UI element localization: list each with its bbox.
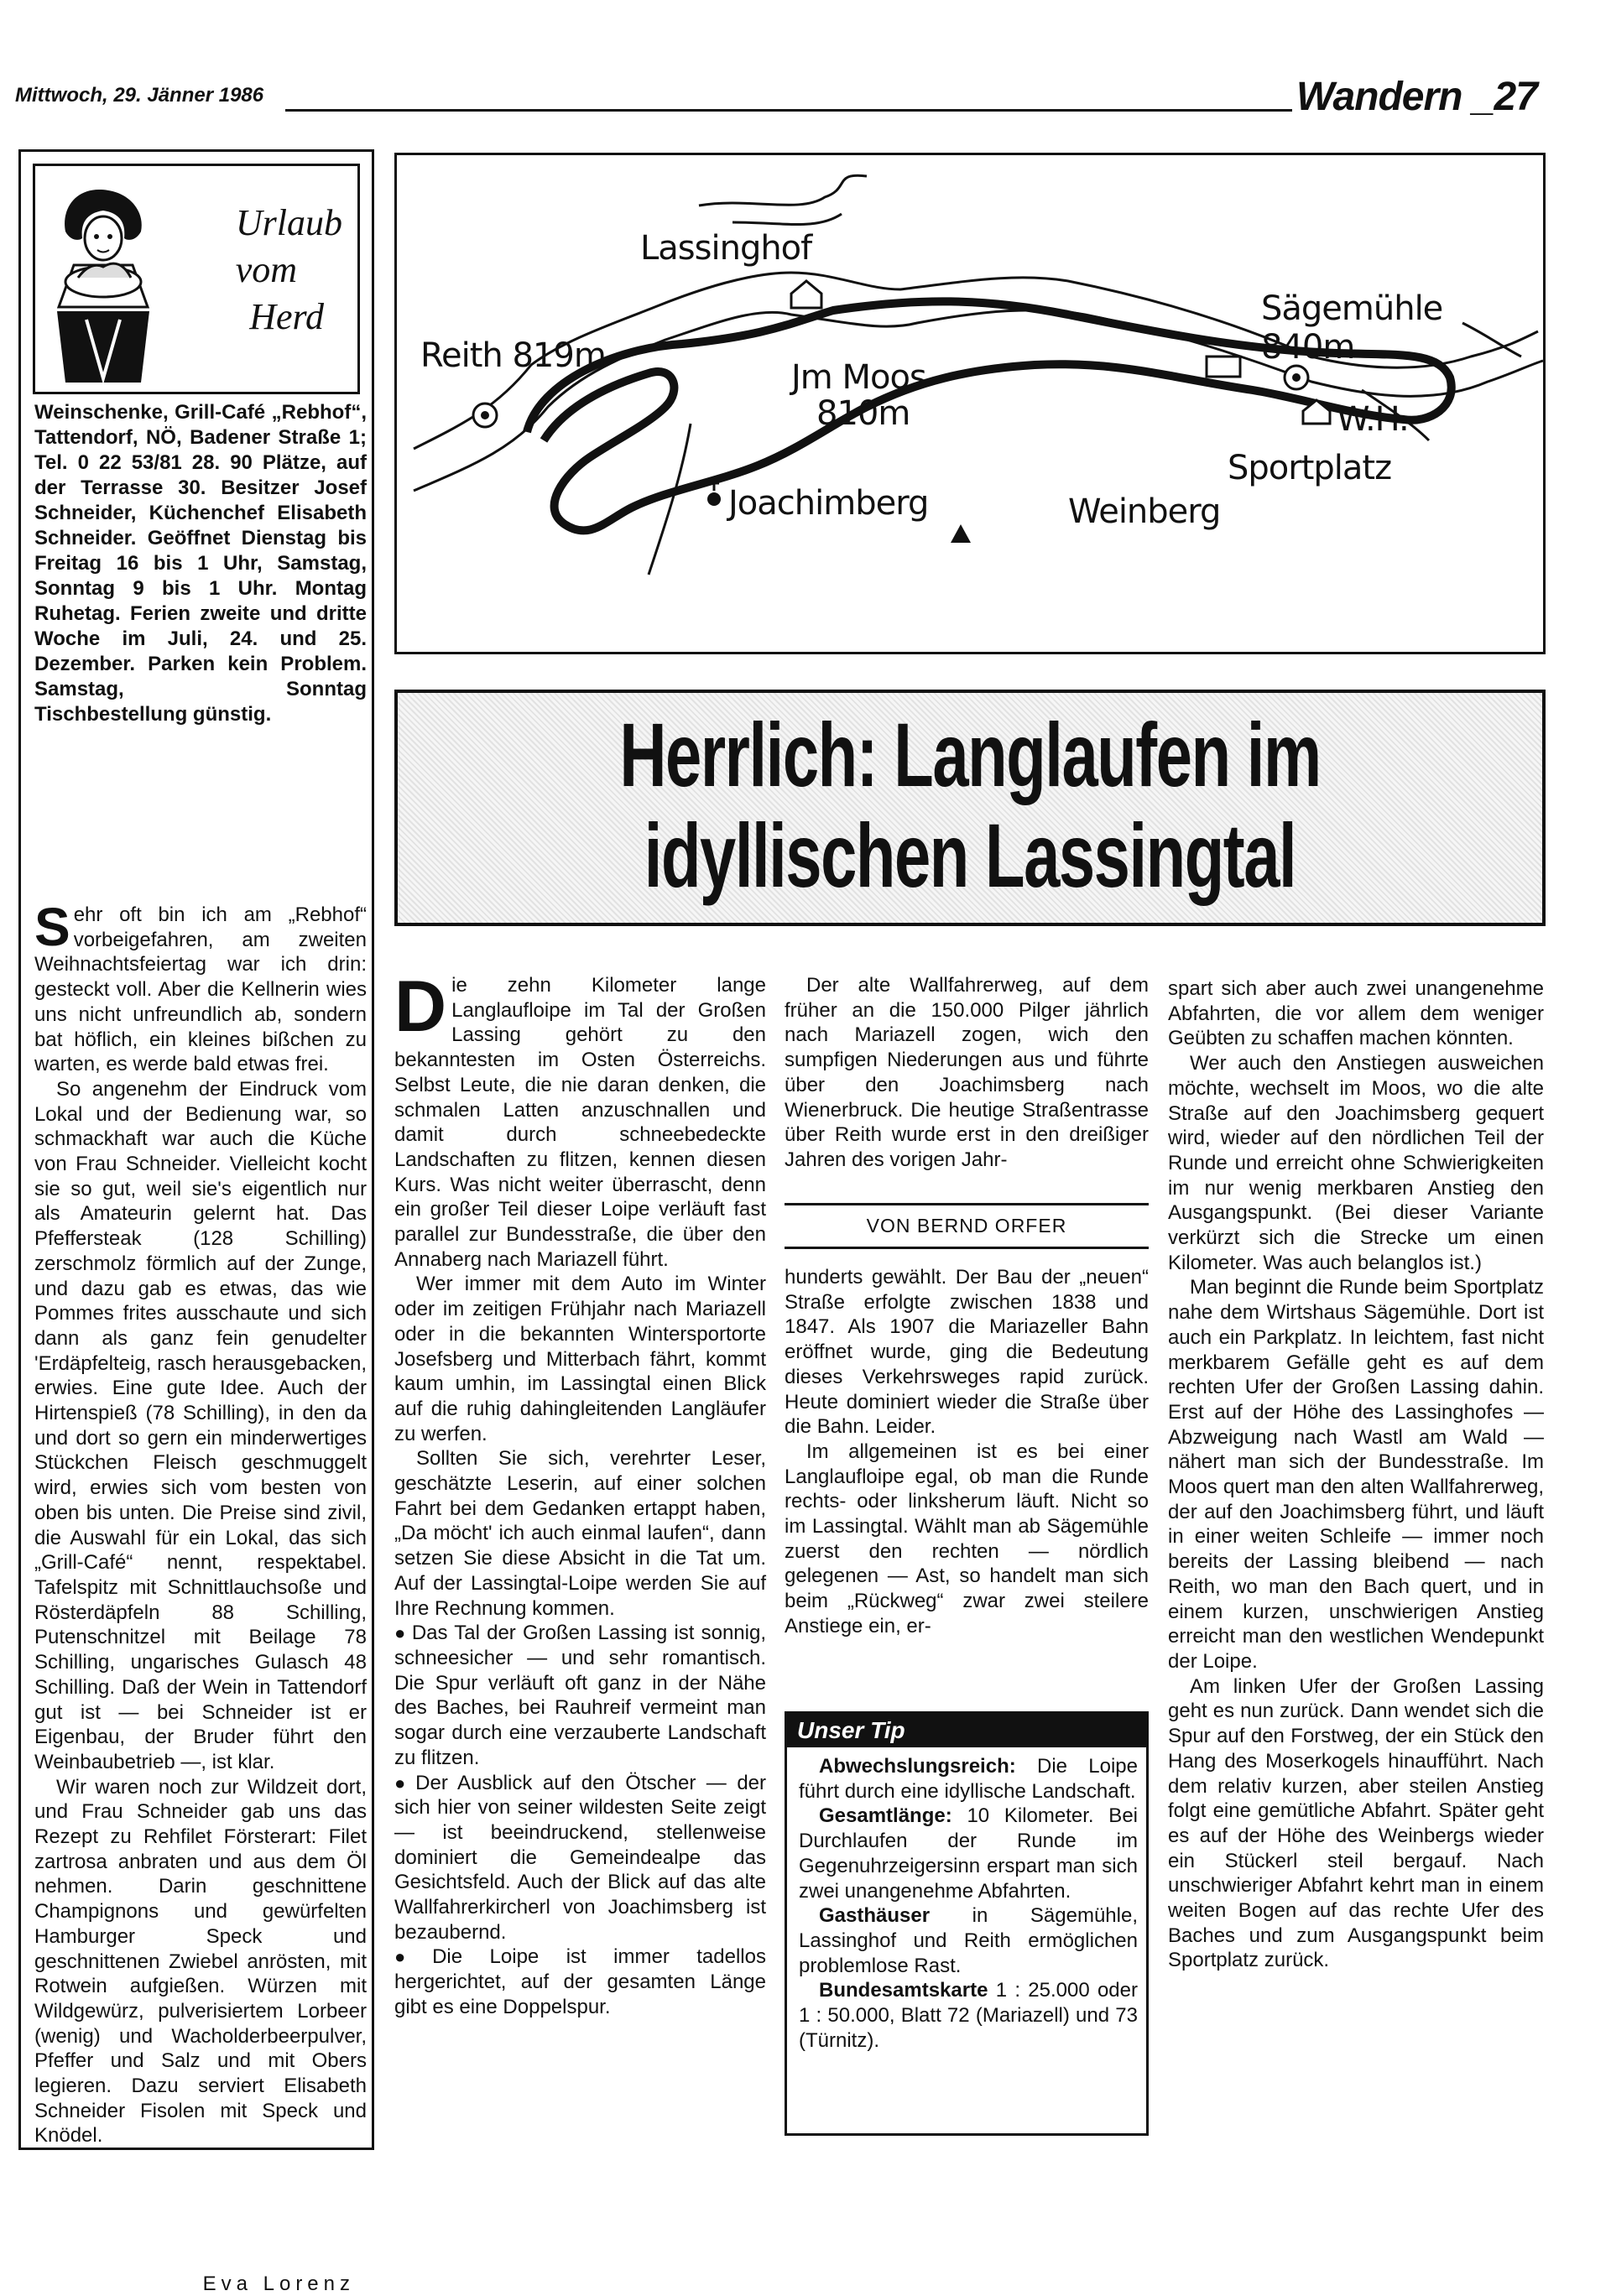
- map-label-reith: Reith 819m: [420, 336, 606, 375]
- article-column-1: [394, 966, 767, 2020]
- tip-text: 1 : 25.000 oder 1 : 50.000, Blatt 72 (Mariazell) und 73 (Türnitz).: [799, 1979, 1138, 2052]
- headline-box: [394, 690, 1546, 926]
- map-label-weinberg: Weinberg: [1068, 492, 1221, 531]
- article-paragraph: Das Tal der Großen Lassing ist sonnig, schneesicher — und sehr romantisch. Die Spur verläuft oft ganz in der Nähe des Baches, bei Rauhreif vermeint man sogar durch eine verzauberte Landschaft zu flitzen.: [394, 1622, 766, 1769]
- header-rule: [285, 109, 1292, 112]
- column-logo: [33, 164, 360, 394]
- map-label-im-moos: Jm Moos: [791, 358, 926, 397]
- section-title: Wandern _27: [1296, 75, 1537, 119]
- issue-date: Mittwoch, 29. Jänner 1986: [15, 84, 264, 107]
- headline-line: idyllischen Lassingtal: [644, 804, 1296, 906]
- review-paragraph: ehr oft bin ich am „Rebhof“ vorbeigefahren, am zweiten Weihnachtsfeiertag war ich drin: gesteckt voll. Aber die Kellnerin wies uns nicht unfreundlich ab, sondern bat höflich, ein kleines bißchen zu warten, es werde bald etwas frei.: [34, 903, 367, 1076]
- bullet-icon: ●: [394, 1946, 428, 1968]
- review-paragraph: Wir waren noch zur Wildzeit dort, und Frau Schneider gab uns das Rezept zu Rehfilet Försterart: Filet zartrosa anbraten und aus dem Öl nehmen. Darin geschnittene Champignons und gewürfelten Hamburger Speck und geschnittenen Zwiebel anrösten, mit Rotwein aufgießen. Würzen mit Wildgewürz, pulverisiertem Lorbeer (wenig) und Wacholderbeerpulver, Pfeffer und Salz und mit Obers legieren. Dazu serviert Elisabeth Schneider Fisolen mit Speck und Knödel.: [34, 1775, 367, 2148]
- review-text: [34, 897, 367, 2148]
- logo-line-urlaub: Urlaub: [235, 202, 342, 243]
- article-paragraph: Sollten Sie sich, verehrter Leser, geschätzte Leserin, auf einer solchen Fahrt bei dem Gedanken ertappt haben, „Da möcht' ich auch einmal laufen“, dann setzen Sie diese Absicht in die Tat um. Auf der Lassingtal-Loipe werden Sie auf Ihre Rechnung kommen.: [394, 1447, 766, 1620]
- bullet-icon: ●: [394, 1622, 407, 1644]
- byline: VON BERND ORFER: [866, 1215, 1067, 1237]
- review-author: Eva Lorenz: [202, 2273, 355, 2295]
- bullet-icon: ●: [394, 1772, 411, 1794]
- logo-line-herd: Herd: [249, 296, 324, 337]
- tip-text: in Sägemühle, Lassinghof und Reith ermöglichen problemlose Rast.: [799, 1904, 1139, 1977]
- article-paragraph: spart sich aber auch zwei unangenehme Abfahrten, die vor allem dem weniger Geübten zu schaffen machen könnten.: [1168, 977, 1544, 1050]
- tip-text: Die Loipe führt durch eine idyllische Landschaft.: [799, 1755, 1139, 1803]
- review-paragraph: So angenehm der Eindruck vom Lokal und der Bedienung war, so schmackhaft war auch die Küche von Frau Schneider. Vielleicht kocht sie so gut, weil sie's eigentlich nur als Amateurin gelernt hat. Das Pfeffersteak (128 Schilling) zerschmolz förmlich auf der Zunge, und dazu gab es etwas, das wie Pommes frites ausschaute und sich dann als ganz fein genudelter 'Erdäpfelteig, rasch herausgebacken, erwies. Eine gute Idee. Auch der Hirtenspieß (78 Schilling), in den da und dort so gern ein minderwertiges Stückchen Fleisch geschmuggelt wird, erwies sich vom besten von oben bis unten. Die Preise sind zivil, die Auswahl für ein Lokal, das sich „Grill-Café“ nennt, respektabel. Tafelspitz mit Schnittlauchsoße und Rösterdäpfeln 88 Schilling, Putenschnitzel mit Beilage 78 Schilling, ungarisches Gulasch 48 Schilling. Daß der Wein in Tattendorf gut ist — bei Schneider ist er Eigenbau, der Bruder führt den Weinbaubetrieb —, ist klar.: [34, 1077, 367, 1773]
- review-dropcap: S: [34, 897, 70, 957]
- article-paragraph: Man beginnt die Runde beim Sportplatz nahe dem Wirtshaus Sägemühle. Dort ist auch ein Parkplatz. In leichtem, fast nicht merkbarem Gefälle geht es auf dem rechten Ufer der Großen Lassing dahin. Erst auf der Höhe des Lassinghofes — Abzweigung nach Wastl am Wald — nähert man sich der Bundesstraße. Im Moos quert man den alten Wallfahrerweg, der auf den Joachimsberg führt, und läuft in einer weiten Schleife — immer noch bereits der Lassing bleibend — nach Reith, wo man den Bach quert, und in einem kurzen, unschwierigen Anstieg erreicht man den westlichen Wendepunkt der Loipe.: [1168, 1276, 1544, 1673]
- map-label-joachimberg: Joachimberg: [728, 484, 929, 523]
- article-paragraph: Wer auch den Anstiegen ausweichen möchte, wechselt im Moos, wo die alte Straße auf den Joachimsberg gequert wird, wieder auf den nördlichen Teil der Runde und erreicht ohne Schwierigkeiten im nur wenig merkbaren Anstieg den Ausgangspunkt. (Bei dieser Variante verkürzt sich die Strecke um einen Kilometer. Was auch belanglos ist.): [1168, 1052, 1544, 1274]
- tip-title: Unser Tip: [787, 1714, 1146, 1747]
- article-paragraph: Wer immer mit dem Auto im Winter oder im zeitigen Frühjahr nach Mariazell oder in die bekannten Wintersportorte Josefsberg und Mitterbach fährt, kommt kaum umhin, im Lassingtal einen Blick auf die ruhig dahingleitenden Langläufer zu werfen.: [394, 1273, 766, 1445]
- tip-key: Bundesamtskarte: [819, 1979, 988, 2002]
- article-column-2: [785, 973, 1149, 1173]
- headline-line: Herrlich: Langlaufen im: [619, 704, 1321, 805]
- article-paragraph: Die Loipe ist immer tadellos hergerichtet, auf der gesamten Länge gibt es eine Doppelspur.: [394, 1945, 766, 2018]
- headline: [558, 705, 1382, 906]
- trail-map: [394, 153, 1546, 654]
- byline-rule: [785, 1203, 1149, 1205]
- map-label-saegemuehle: Sägemühle 840m: [1261, 289, 1443, 367]
- tip-box: [785, 1711, 1149, 2136]
- article-paragraph: Der Ausblick auf den Ötscher — der sich hier von seiner wildesten Seite zeigt — ist beeindruckend, stellenweise dominiert die Gemeindealpe das Gesichtsfeld. Auch der Blick auf das alte Wallfahrerkircherl von Joachimsberg ist bezaubernd.: [394, 1771, 767, 1944]
- map-label-lassinghof: Lassinghof: [640, 229, 812, 268]
- tip-key: Gesamtlänge:: [819, 1804, 952, 1828]
- map-label-sportplatz: Sportplatz: [1228, 449, 1392, 487]
- article-column-2-continued: [785, 1265, 1149, 1639]
- article-column-3: [1168, 976, 1544, 1973]
- map-label-im-moos-elevation: 810m: [816, 394, 910, 433]
- article-paragraph: hunderts gewählt. Der Bau der „neuen“ Straße erfolgte zwischen 1838 und 1847. Als 1907 die Mariazeller Bahn eröffnet wurde, ging die Bedeutung dieses Verkehrsweges rapid zurück. Heute dominiert wieder die Straße über die Bahn. Leider.: [785, 1266, 1149, 1439]
- restaurant-info: Weinschenke, Grill-Café „Rebhof“, Tattendorf, NÖ, Badener Straße 1; Tel. 0 22 53/81 28. 90 Plätze, auf der Terrasse 30. Besitzer Josef Schneider, Küchenchef Elisabeth Schneider. Geöffnet Dienstag bis Freitag 16 bis 1 Uhr, Samstag, Sonntag 9 bis 1 Uhr. Montag Ruhetag. Ferien zweite und dritte Woche im Juli, 24. und 25. Dezember. Parken kein Problem. Samstag, Sonntag Tischbestellung günstig.: [34, 401, 367, 726]
- waitress-illustration-icon: [40, 173, 166, 387]
- article-paragraph: Am linken Ufer der Großen Lassing geht es nun zurück. Dann wendet sich die Spur auf den Forstweg, der ein Stück den Hang des Moserkogels hinaufführt. Nach dem relativ kurzen, aber steilen Anstieg folgt eine gemütliche Abfahrt. Später geht es auf der Höhe des Weinbergs wieder ein Stückerl steil bergauf. Nach unschwieriger Abfahrt kehrt man in einem weiten Bogen auf das rechte Ufer des Baches und zum Ausgangspunkt beim Sportplatz zurück.: [1168, 1674, 1544, 1972]
- map-label-wh: W.H.: [1337, 400, 1409, 439]
- article-paragraph: Der alte Wallfahrerweg, auf dem früher an die 150.000 Pilger jährlich nach Mariazell zogen, wich den sumpfigen Niederungen aus und führte über den Joachimsberg nach Wienerbruck. Die heutige Straßentrasse über Reith wurde erst in den dreißiger Jahren des vorigen Jahr-: [785, 974, 1149, 1171]
- logo-line-vom: vom: [235, 249, 297, 290]
- article-paragraph: ie zehn Kilometer lange Langlaufloipe im Tal der Großen Lassing gehört zu den bekanntesten im Osten Österreichs. Selbst Leute, die nie daran denken, die schmalen Latten anzuschnallen und damit durch schneebedeckte Landschaften zu flitzen, kennen diesen Kurs. Was nicht weiter überrascht, denn ein großer Teil dieser Loipe verläuft fast parallel zur Bundesstraße, die über den Annaberg nach Mariazell führt.: [394, 974, 766, 1271]
- tip-text: 10 Kilometer. Bei Durchlaufen der Runde im Gegenuhrzeigersinn erspart man sich zwei unangenehme Abfahrten.: [799, 1804, 1138, 1903]
- article-dropcap: D: [394, 966, 447, 1047]
- tip-body: [799, 1754, 1138, 2053]
- restaurant-review-box: [18, 149, 374, 2295]
- article-paragraph: Im allgemeinen ist es bei einer Langlaufloipe egal, ob man die Runde rechts- oder linksherum läuft. Nicht so im Lassingtal. Wählt man ab Sägemühle zuerst den rechten — nördlich gelegenen — Ast, so handelt man sich beim „Rückweg“ zwar zwei steilere Anstiege ein, er-: [785, 1440, 1149, 1637]
- tip-key: Gasthäuser: [819, 1904, 931, 1928]
- tip-key: Abwechslungsreich:: [819, 1755, 1016, 1778]
- byline-rule: [785, 1247, 1149, 1249]
